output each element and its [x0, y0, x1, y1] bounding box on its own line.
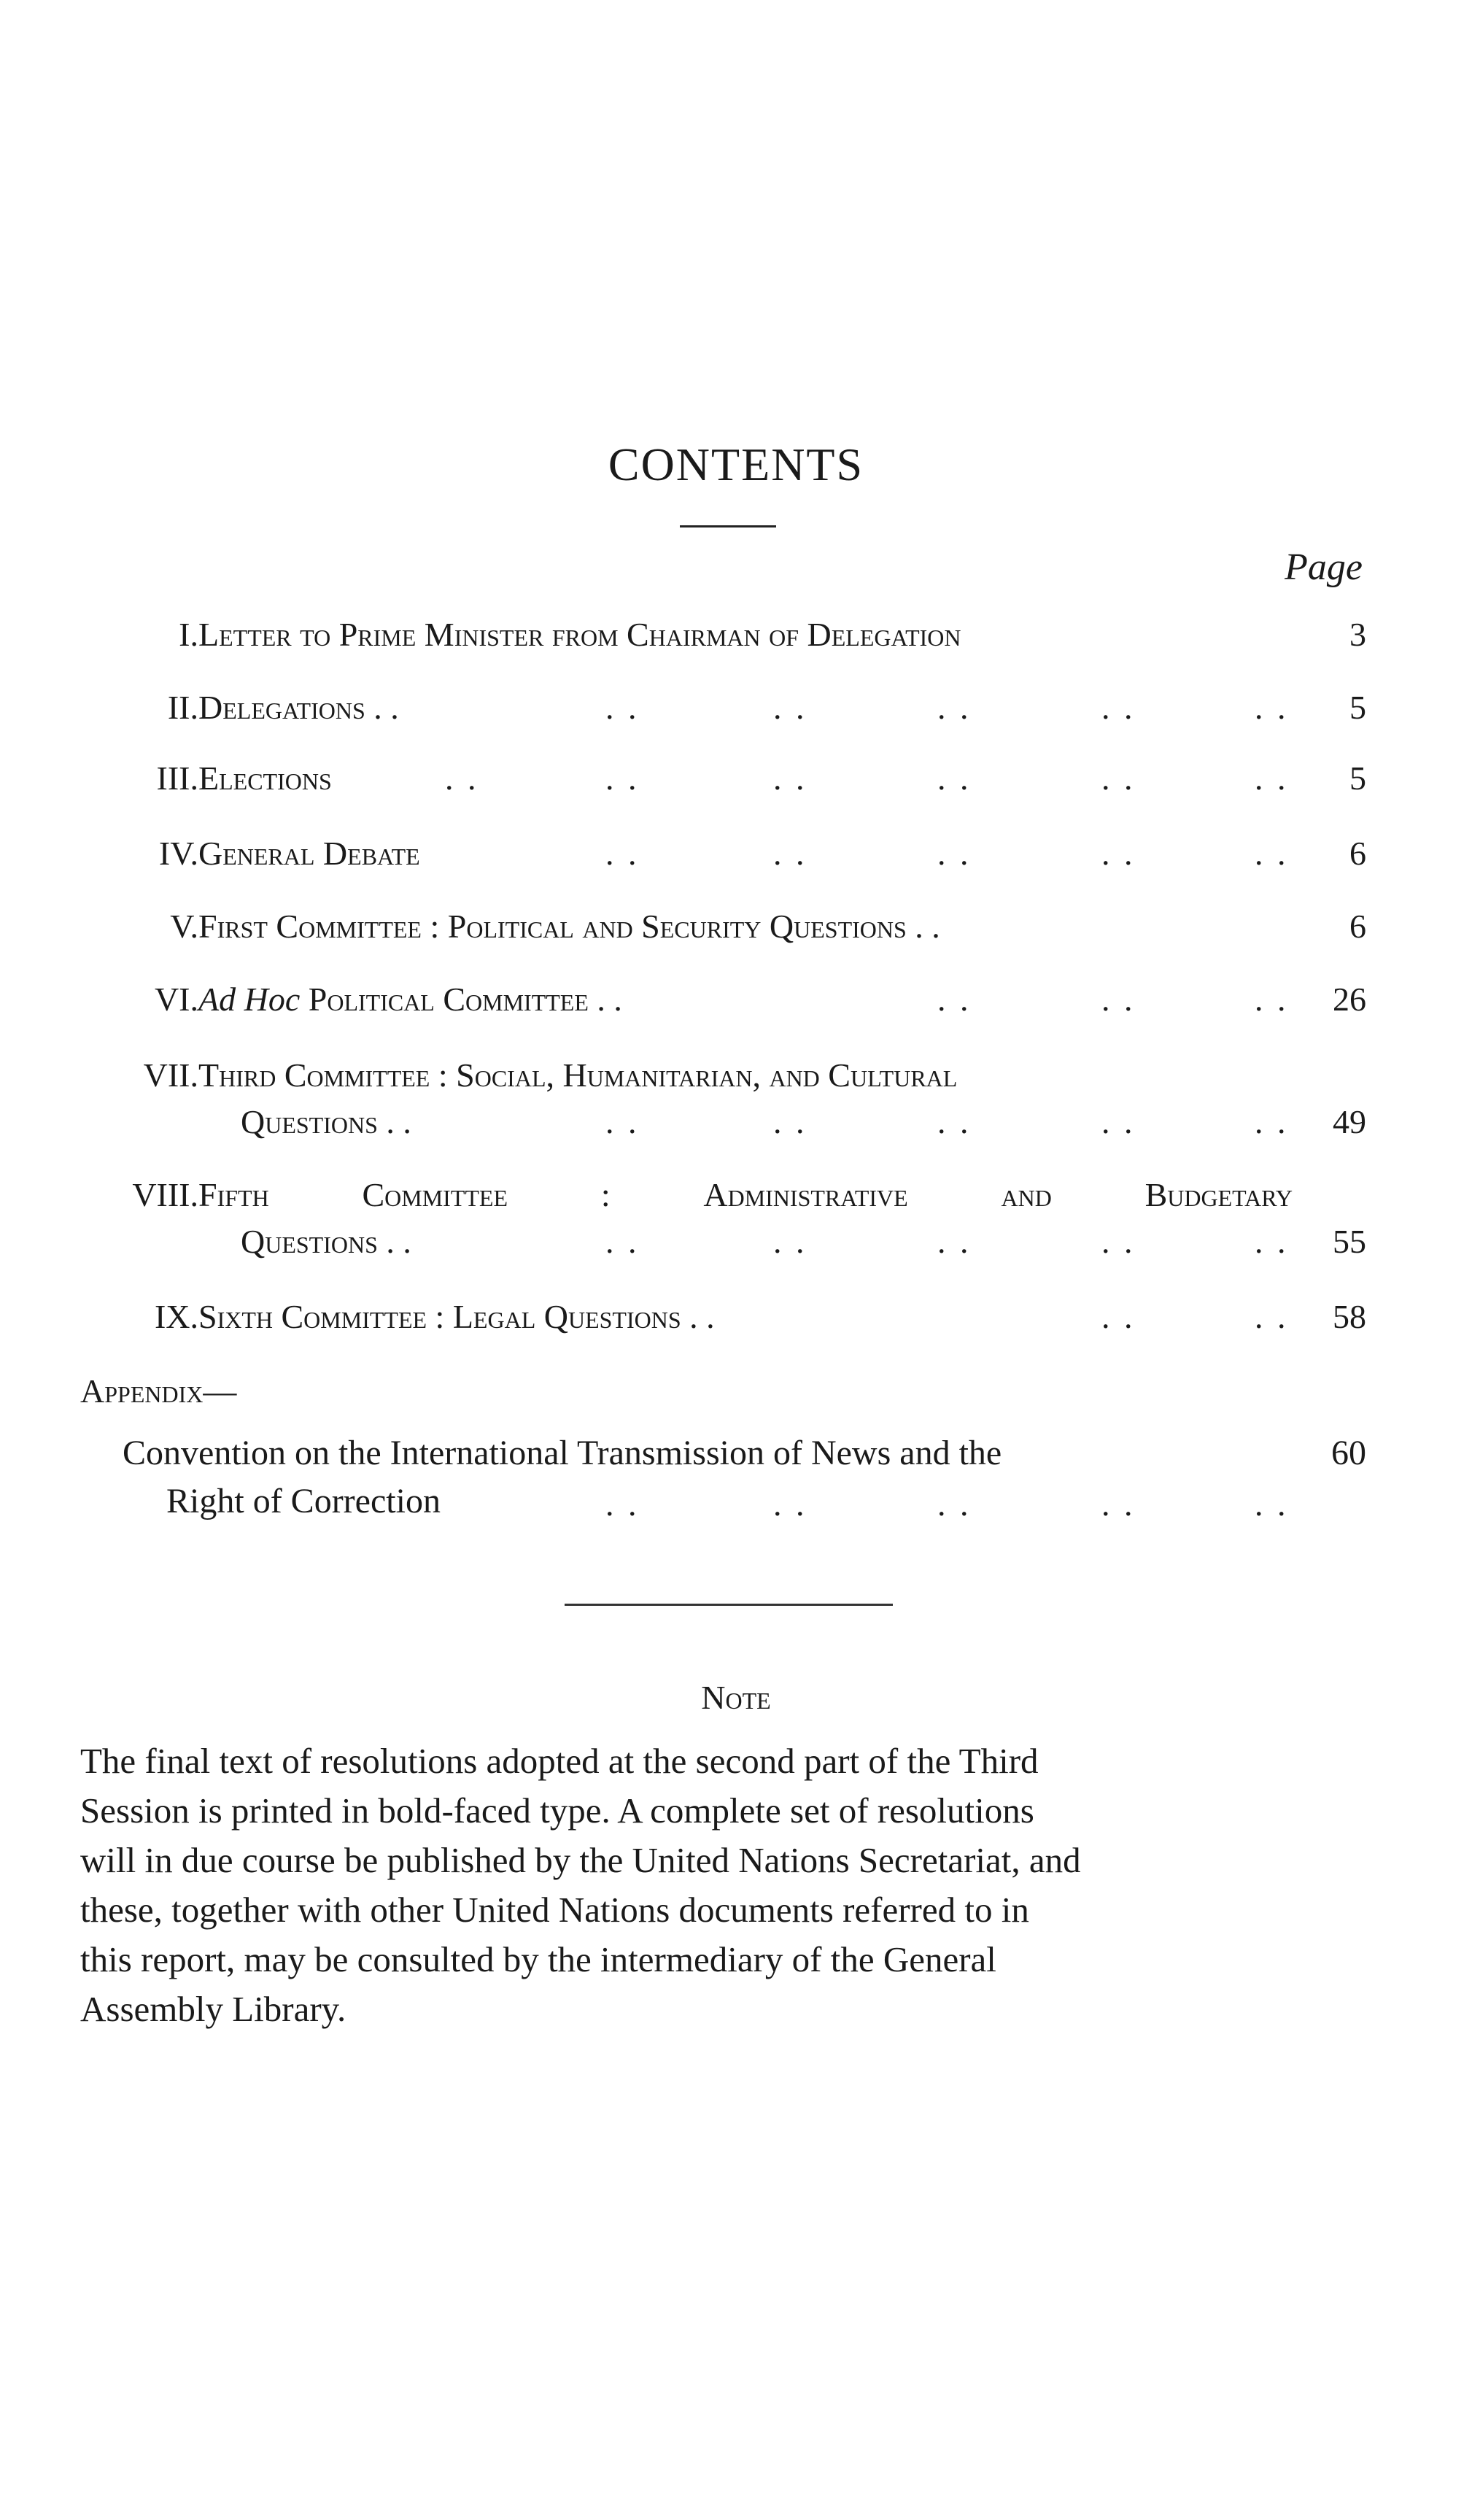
heading-rule [680, 525, 776, 527]
toc-page: 55 [1333, 1223, 1366, 1260]
toc-title: Letter to Prime Minister from Chairman of Delegation [198, 616, 961, 653]
contents-heading: CONTENTS [608, 438, 864, 490]
leader-dots: . . [1101, 760, 1136, 797]
note-line [80, 1885, 1368, 1935]
leader-dots: . . [1255, 1485, 1289, 1523]
note-line [80, 1984, 1368, 2034]
toc-title-word: Fifth [198, 1176, 269, 1213]
toc-page: 60 [1331, 1434, 1366, 1472]
appendix-entry-line1: Convention on the International Transmission of News and the [123, 1434, 1002, 1472]
toc-title-italic: Ad Hoc [198, 981, 301, 1018]
note-line [80, 1786, 1368, 1836]
leader-dots: . . [937, 760, 972, 797]
toc-number: VIII. [132, 1176, 198, 1213]
toc-title-word: and [1001, 1176, 1052, 1213]
toc-page: 5 [1349, 689, 1366, 726]
leader-dots: . . [1255, 1223, 1289, 1260]
toc-title-word: Committee [362, 1176, 508, 1213]
leader-dots: . . [773, 689, 807, 726]
note-line [80, 1836, 1368, 1885]
toc-number: II. [167, 689, 198, 726]
leader-dots: . . [1101, 835, 1136, 872]
toc-title-word: : [600, 1176, 611, 1213]
leader-dots: . . [1101, 689, 1136, 726]
leader-dots: . . [605, 1223, 640, 1260]
leader-dots: . . [773, 760, 807, 797]
leader-dots: . . [937, 981, 972, 1018]
toc-title: Elections [198, 760, 332, 797]
toc-page: 6 [1349, 908, 1366, 945]
note-line-text: Session is printed in bold-faced type. A complete set of resolutions [80, 1790, 1034, 1831]
toc-title: Delegations . . [198, 689, 399, 726]
leader-dots: . . [605, 689, 640, 726]
toc-page: 6 [1349, 835, 1366, 872]
toc-title-word: Budgetary [1144, 1176, 1293, 1213]
toc-page: 49 [1333, 1103, 1366, 1140]
leader-dots: . . [1255, 981, 1289, 1018]
toc-number: IX. [154, 1298, 198, 1335]
leader-dots: . . [773, 835, 807, 872]
leader-dots: . . [937, 1485, 972, 1523]
leader-dots: . . [1255, 835, 1289, 872]
leader-dots: . . [1101, 981, 1136, 1018]
toc-title: Sixth Committee : Legal Questions . . [198, 1298, 715, 1335]
leader-dots: . . [937, 835, 972, 872]
note-line [80, 1736, 1368, 1786]
note-line-text: The final text of resolutions adopted at the second part of the Third [80, 1741, 1039, 1781]
page-column-label: Page [1285, 546, 1363, 588]
toc-title: General Debate [198, 835, 420, 872]
leader-dots: . . [605, 760, 640, 797]
appendix-entry-line2: Right of Correction [166, 1482, 441, 1520]
section-divider [565, 1604, 893, 1606]
toc-number: VII. [143, 1056, 198, 1094]
toc-title-continuation: Questions . . [241, 1223, 411, 1260]
leader-dots: . . [937, 1223, 972, 1260]
toc-page: 58 [1333, 1298, 1366, 1335]
toc-title: Third Committee : Social, Humanitarian, and Cultural [198, 1056, 958, 1094]
leader-dots: . . [1101, 1103, 1136, 1140]
note-body [80, 1736, 1368, 2034]
toc-number: V. [170, 908, 198, 945]
toc-title-continuation: Questions . . [241, 1103, 411, 1140]
toc-title-word: Administrative [703, 1176, 908, 1213]
leader-dots: . . [1255, 1103, 1289, 1140]
toc-page: 26 [1333, 981, 1366, 1018]
toc-title-rest: Political Committee . . [308, 981, 622, 1018]
note-line [80, 1935, 1368, 1984]
leader-dots: . . [773, 1485, 807, 1523]
toc-page: 5 [1349, 760, 1366, 797]
leader-dots: . . [605, 1103, 640, 1140]
appendix-label: Appendix— [80, 1372, 237, 1410]
leader-dots: . . [1101, 1223, 1136, 1260]
note-heading: Note [701, 1679, 771, 1716]
toc-number: IV. [158, 835, 198, 872]
leader-dots: . . [605, 1485, 640, 1523]
toc-page: 3 [1349, 616, 1366, 653]
leader-dots: . . [937, 689, 972, 726]
leader-dots: . . [445, 760, 479, 797]
toc-title: First Committee : Political and Security Questions . . [198, 908, 940, 945]
toc-number: VI. [154, 981, 198, 1018]
leader-dots: . . [1255, 760, 1289, 797]
leader-dots: . . [937, 1103, 972, 1140]
leader-dots: . . [773, 1103, 807, 1140]
leader-dots: . . [773, 1223, 807, 1260]
leader-dots: . . [1101, 1485, 1136, 1523]
toc-number: I. [179, 616, 198, 653]
toc-title [198, 1173, 1293, 1217]
leader-dots: . . [1255, 689, 1289, 726]
note-line-text: these, together with other United Nations documents referred to in [80, 1890, 1029, 1930]
note-line-text: will in due course be published by the United Nations Secretariat, and [80, 1840, 1081, 1880]
leader-dots: . . [605, 835, 640, 872]
toc-number: III. [156, 760, 198, 797]
note-line-text: Assembly Library. [80, 1989, 346, 2029]
leader-dots: . . [1255, 1298, 1289, 1335]
leader-dots: . . [1101, 1298, 1136, 1335]
note-line-text: this report, may be consulted by the intermediary of the General [80, 1939, 996, 1979]
